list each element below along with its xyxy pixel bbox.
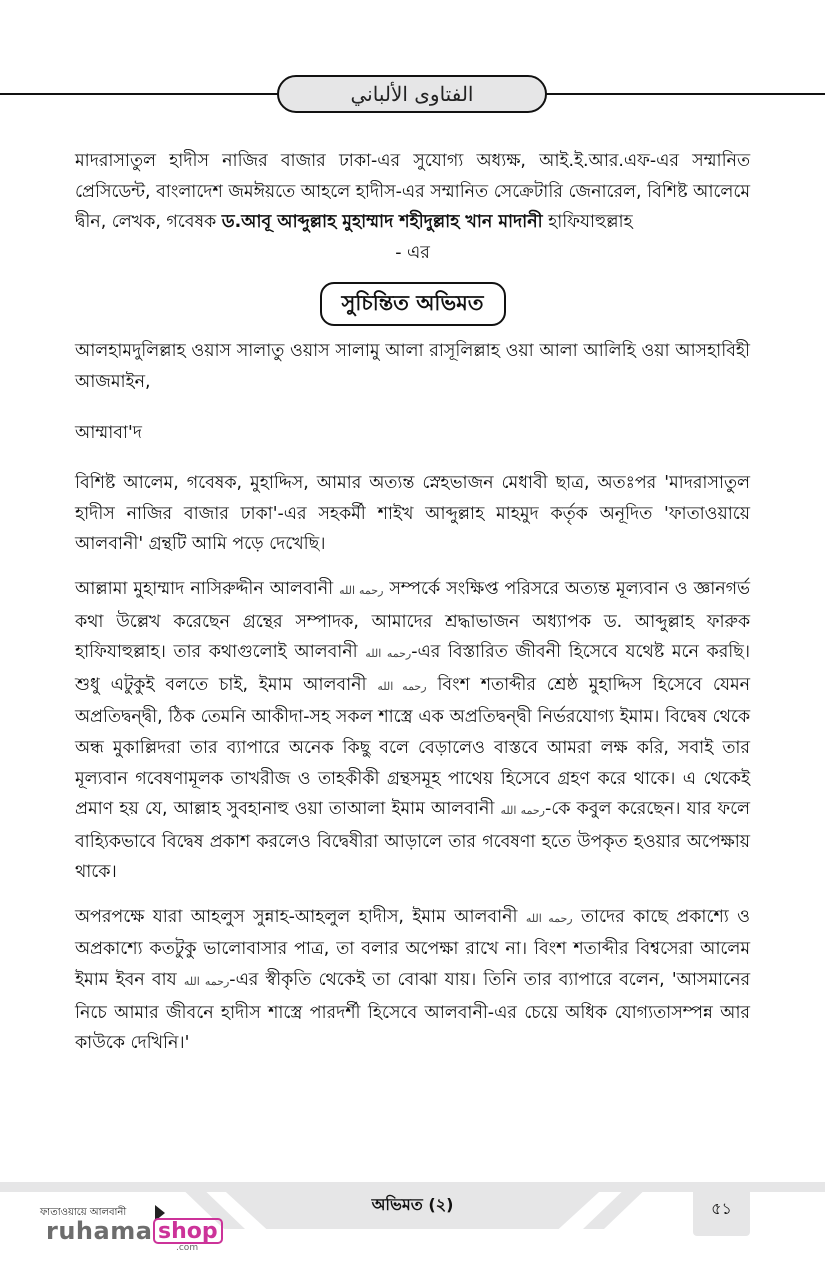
- logo-shop: shop: [153, 1218, 223, 1244]
- header-arabic-title: الفتاوى الألباني: [350, 82, 474, 106]
- paragraph-1: বিশিষ্ট আলেম, গবেষক, মুহাদ্দিস, আমার অত্যন্ত স্নেহভাজন মেধাবী ছাত্র, অতঃপর 'মাদরাসাতুল হাদীস নাজির বাজার ঢাকা'-এর সহকর্মী শাইখ আব্দুল্লাহ মাহমুদ কর্তৃক অনূদিত 'ফাতাওয়ায়ে আলবানী' গ্রন্থটি আমি পড়ে দেখেছি।: [75, 473, 750, 555]
- rahimahullah-icon: رحمه الله: [365, 647, 412, 661]
- p3-text: তাদের কাছে প্রকাশ্যে ও অপ্রকাশ্যে কতটুকু ভালোবাসার পাত্র, তা বলার অপেক্ষা রাখে না। বিংশ শতাব্দীর বিশ্বসেরা আলেম ইমাম ইবন বায: [75, 906, 750, 991]
- p3-text: -এর স্বীকৃতি থেকেই তা বোঝা যায়। তিনি তার ব্যাপারে বলেন, 'আসমানের নিচে আমার জীবনে হাদীস শাস্ত্রে পারদর্শী হিসেবে আলবানী-এর চেয়ে অধিক যোগ্যতাসম্পন্ন আর কাউকে দেখিনি।': [75, 970, 751, 1054]
- rahimahullah-icon: رحمه الله: [377, 679, 427, 693]
- running-title: অভিমত (২): [371, 1195, 454, 1214]
- author-name: ড.আবূ আব্দুল্লাহ মুহাম্মাদ শহীদুল্লাহ খান মাদানী: [221, 212, 543, 233]
- intro-text: মাদরাসাতুল হাদীস নাজির বাজার ঢাকা-এর সুযোগ্য অধ্যক্ষ, আই.ই.আর.এফ-এর সম্মানিত প্রেসিডেন্ট, বাংলাদেশ জমঈয়তে আহলে হাদীস-এর সম্মানিত সেক্রেটারি জেনারেল, বিশিষ্ট আলেমে দ্বীন, লেখক, গবেষক: [75, 151, 750, 233]
- rahimahullah-icon: رحمه الله: [525, 911, 573, 925]
- rahimahullah-icon: رحمه الله: [339, 583, 384, 597]
- amma-bad: আম্মাবা'দ: [75, 422, 142, 443]
- rahimahullah-icon: رحمه الله: [183, 975, 230, 989]
- page-content: [75, 146, 750, 1059]
- ruhamashop-logo: [28, 1205, 228, 1255]
- logo-caption: ফাতাওয়ায়ে আলবানী: [40, 1207, 127, 1218]
- p2-text: -এর বিস্তারিত জীবনী হিসেবে যথেষ্ট মনে করছি। শুধু এটুকুই বলতে চাই, ইমাম আলবানী: [75, 642, 750, 695]
- page-number: ৫১: [711, 1198, 732, 1218]
- page-number-tab: [693, 1182, 750, 1236]
- paragraph-3: [75, 902, 750, 1059]
- logo-domain: .com: [176, 1243, 199, 1253]
- author-honorific: হাফিযাহুল্লাহ: [542, 212, 633, 233]
- p3-text: অপরপক্ষে যারা আহলুস সুন্নাহ-আহলুল হাদীস, ইমাম আলবানী: [75, 906, 526, 927]
- section-title-box: [320, 282, 506, 326]
- rahimahullah-icon: رحمه الله: [500, 804, 545, 818]
- p2-text: বিংশ শতাব্দীর শ্রেষ্ঠ মুহাদ্দিস হিসেবে যেমন অপ্রতিদ্বন্দ্বী, ঠিক তেমনি আকীদা-সহ সকল শাস্ত্রে এক অপ্রতিদ্বন্দ্বী নির্ভরযোগ্য ইমাম। বিদ্বেষ থেকে অন্ধ মুকাল্লিদরা তার ব্যাপারে অনেক কিছু বলে বেড়ালেও বাস্তবে আমরা লক্ষ করি, সবাই তার মূল্যবান গবেষণামূলক তাখরীজ ও তাহকীকী গ্রন্থসমূহ পাথেয় হিসেবে গ্রহণ করে থাকে। এ থেকেই প্রমাণ হয় যে, আল্লাহ সুবহানাহু ওয়া তাআলা ইমাম আলবানী: [75, 674, 751, 820]
- header-title-badge: [277, 75, 547, 113]
- intro-suffix: - এর: [395, 242, 430, 263]
- logo-brand: ruhama: [46, 1217, 153, 1245]
- p2-text: -কে কবুল করেছেন। যার ফলে বাহ্যিকভাবে বিদ্বেষ প্রকাশ করলেও বিদ্বেষীরা আড়ালে তার গবেষণা হতে উপকৃত হওয়ার অপেক্ষায় থাকে।: [75, 799, 751, 883]
- section-title: সুচিন্তিত অভিমত: [341, 290, 484, 315]
- p2-text: সম্পর্কে সংক্ষিপ্ত পরিসরে অত্যন্ত মূল্যবান ও জ্ঞানগর্ভ কথা উল্লেখ করেছেন গ্রন্থের সম্পাদক, আমাদের শ্রদ্ধাভাজন অধ্যাপক ড. আব্দুল্লাহ ফারুক হাফিযাহুল্লাহ। তার কথাগুলোই আলবানী: [75, 578, 751, 663]
- paragraph-2: [75, 574, 750, 888]
- intro-paragraph: [75, 146, 750, 238]
- p2-text: আল্লামা মুহাম্মাদ নাসিরুদ্দীন আলবানী: [75, 578, 340, 599]
- salutation: আলহামদুলিল্লাহ ওয়াস সালাতু ওয়াস সালামু আলা রাসূলিল্লাহ ওয়া আলা আলিহি ওয়া আসহাবিহী আজমাইন,: [75, 341, 750, 392]
